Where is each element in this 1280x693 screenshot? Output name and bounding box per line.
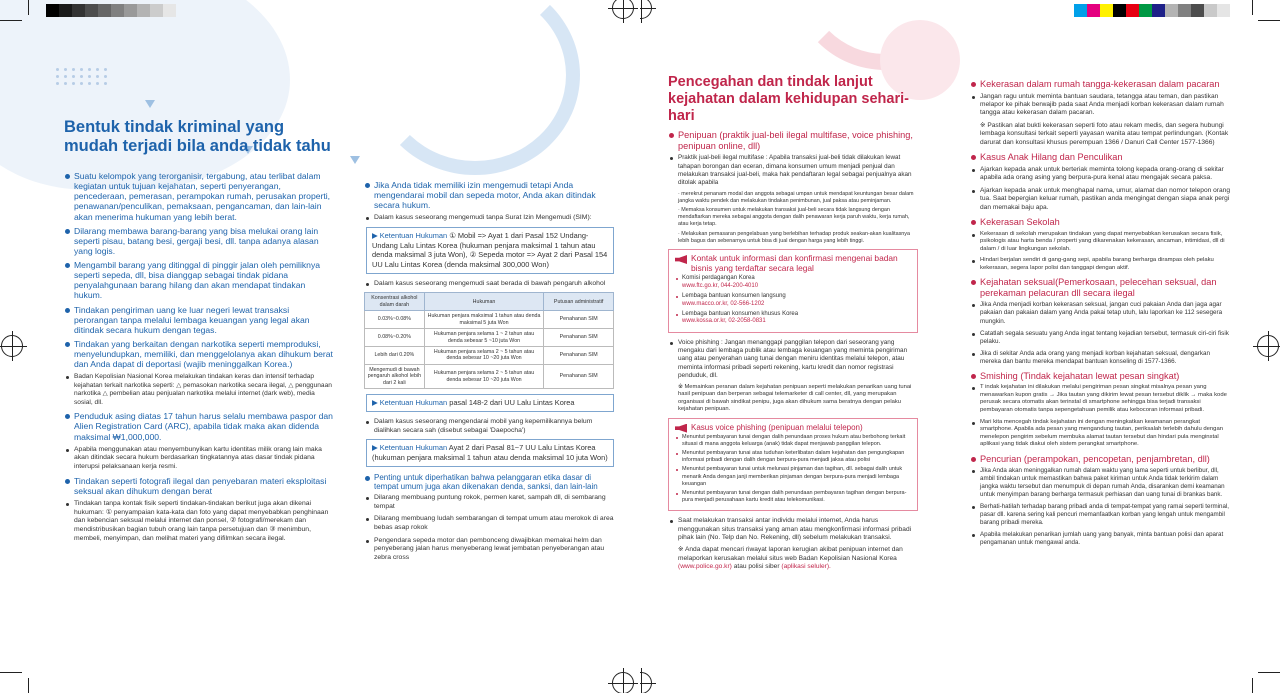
bg-arc	[370, 0, 580, 175]
list-note: Saat melakukan transaksi antar individu melalui internet, Anda harus menggunakan situs transaksi yang aman atau mengkonfirmasi informasi pribadi pihak lain (No. Telp dan No. Rekening, dll) sebelum melakukan transaksi.	[668, 517, 918, 542]
color-bar	[1074, 4, 1230, 17]
list-note: Ajarkan kepada anak untuk berteriak meminta tolong kepada orang-orang di sekitar apabila ada orang asing yang berpura-pura kenal atau mengajak secara paksa.	[970, 166, 1232, 183]
voice-phishing-box-title: Kasus voice phishing (penipuan melalui telepon)	[675, 423, 911, 432]
registration-mark	[1257, 335, 1279, 357]
list-item: Penduduk asing diatas 17 tahun harus selalu membawa paspor dan Alien Registration Card (ARC), apabila tidak maka akan didenda maksimal ₩1,000,000.	[64, 411, 334, 441]
penalty-box-heading: ▶ Ketentuan Hukuman	[372, 443, 448, 453]
section-heading: Kasus Anak Hilang dan Penculikan	[970, 152, 1232, 163]
list-note: Voice phishing : Jangan menanggapi panggilan telepon dari seseorang yang mengaku dari lembaga publik atau lembaga keuangan yang meminta pengiriman uang atau penyerahan uang tunai dengan meniru identitas melalui telepon, atau meminta informasi pribadi seperti rekening, kartu kredit dan nomor registrasi penduduk, dll.	[668, 339, 918, 380]
section-heading: Penting untuk diperhatikan bahwa pelanggaran etika dasar di tempat umum juga akan dikenakan denda, sanksi, dan lain-lain	[364, 473, 614, 491]
crime-types-column	[970, 74, 1232, 551]
list-note: Hindari berjalan sendiri di gang-gang sepi, apabila barang berharga dirampas oleh pelaku kekerasan, segera lapor polisi dan tanggapi dengan aktif.	[970, 257, 1232, 272]
contact-box-title: Kontak untuk informasi dan konfirmasi mengenai badan bisnis yang terdaftar secara legal	[675, 254, 911, 273]
police-link[interactable]: (www.police.go.kr)	[678, 563, 732, 571]
list-note: Praktik jual-beli ilegal multifase : Apabila transaksi jual-beli tidak dilakukan lewat tahapan borongan dan eceran, dimana konsumen umum menjadi penjual dan melakukan transaksi jual-beli, maka hak pendaftaran legal sebagai penjualnya akan ditolak apabila	[668, 154, 918, 186]
contact-item: Lembaga bantuan konsumen langsung www.macco.or.kr, 02-566-1202	[675, 293, 911, 309]
table-header: Putusan administratif	[544, 293, 614, 311]
penalty-box-text: Ayat 2 dari Pasal 81~7 UU Lalu Lintas Korea (hukuman penjara maksimal 1 tahun atau denda maksimal 10 juta Won)	[372, 443, 608, 462]
list-item: Jika Anda tidak memiliki izin mengemudi tetapi Anda mengendarai mobil dan sepeda motor, Anda akan ditindak secara hukum.	[364, 180, 614, 210]
table-header: Konsentrasi alkohol dalam darah	[365, 293, 425, 311]
list-note: Pengendara sepeda motor dan pembonceng diwajibkan memakai helm dan penyeberang jalan harus menyeberang lewat jembatan penyeberangan atau zebra cross	[364, 537, 614, 563]
contact-item: Lembaga bantuan konsumen khusus Korea www.kossa.or.kr, 02-2058-0831	[675, 311, 911, 327]
list-note: Jika di sekitar Anda ada orang yang menjadi korban kejahatan seksual, dengarkan mereka dan bantu mereka mendapat bantuan konseling di 1577-1366.	[970, 350, 1232, 366]
contact-link[interactable]: www.kossa.or.kr, 02-2058-0831	[682, 318, 766, 325]
color-swatch	[1191, 4, 1204, 17]
crop-mark	[0, 20, 22, 21]
table-row	[365, 364, 614, 388]
triangle-deco	[350, 156, 360, 164]
table-cell: Hukuman penjara selama 2 ~ 5 tahun atau denda sebesar 10 ~20 juta Won	[424, 347, 544, 365]
right-spread	[640, 0, 1280, 693]
crop-mark	[1258, 20, 1280, 21]
table-cell: Mengemudi di bawah pengaruh alkohol lebih dari 2 kali	[365, 364, 425, 388]
section-heading: Smishing (Tindak kejahatan lewat pesan singkat)	[970, 371, 1232, 382]
penalty-box-text: pasal 148-2 dari UU Lalu Lintas Korea	[449, 398, 575, 408]
color-swatch	[1100, 4, 1113, 17]
page-title: Pencegahan dan tindak lanjut kejahatan dalam kehidupan sehari-hari	[668, 74, 909, 125]
penalty-box	[366, 227, 614, 274]
crop-mark	[1252, 0, 1253, 15]
left-column	[64, 118, 334, 547]
note: ※ Anda dapat mencari riwayat laporan kerugian akibat penipuan internet dan melaporkan kerusakan melalui situs web Badan Kepolisian Nasional Korea (www.police.go.kr) atau polisi siber (aplikasi seluler).	[678, 546, 903, 571]
table-cell: Hukuman penjara maksimal 1 tahun atau denda maksimal 5 juta Won	[424, 311, 544, 329]
color-swatch	[1074, 4, 1087, 17]
list-note: Berhati-hatilah terhadap barang pribadi anda di tempat-tempat yang ramai seperti terminal, pasar dll. karena sering kali pencuri memanfaatkan korban yang lengah untuk mengambil barang pribadi mereka.	[970, 503, 1232, 527]
registration-mark	[640, 0, 652, 19]
crop-mark	[1258, 672, 1280, 673]
crop-mark	[1252, 678, 1253, 693]
list-note: Apabila melakukan penarikan jumlah uang yang banyak, minta bantuan polisi dan aparat pengamanan untuk mengawal anda.	[970, 531, 1232, 547]
section-heading: Pencurian (perampokan, pencopetan, penjambretan, dll)	[970, 454, 1232, 465]
section-heading: Kekerasan Sekolah	[970, 217, 1232, 228]
list-note: Jangan ragu untuk meminta bantuan saudara, tetangga atau teman, dan pastikan melapor ke pihak berwajib pada saat Anda menjadi korban kekerasan dalam rumah tangga atau kekerasan dalam pacaran.	[970, 93, 1232, 118]
table-cell: Hukuman penjara selama 1 ~ 2 tahun atau denda sebesar 5 ~10 juta Won	[424, 329, 544, 347]
table-cell: Penahanan SIM	[544, 364, 614, 388]
section-heading: Kekerasan dalam rumah tangga-kekerasan dalam pacaran	[970, 79, 1232, 90]
alcohol-table	[364, 292, 614, 389]
table-cell: Penahanan SIM	[544, 347, 614, 365]
mlm-points	[668, 191, 918, 245]
list-item: Menuntut pembayaran tunai dengan dalih penundaan proses hukum atau berbohong terkait situasi di mana anggota keluarga (anak) tidak dapat menjawab panggilan telepon.	[675, 434, 911, 448]
list-note: Kekerasan di sekolah merupakan tindakan yang dapat menyebabkan kerusakan secara fisik, psikologis atau harta benda / properti yang dikarenakan kekerasan, ancaman, intimidasi, dll di dalam / di luar lingkungan sekolah.	[970, 231, 1232, 254]
list-note: Dilarang membuang puntung rokok, permen karet, sampah dll, di sembarang tempat	[364, 494, 614, 511]
color-swatch	[1139, 4, 1152, 17]
list-note: T indak kejahatan ini dilakukan melalui pengiriman pesan singkat misalnya pesan yang menawarkan kupon gratis → Jika tautan yang dikirim lewat pesan tersebut diklik → maka kode perusak secara otomatis akan terinstal di smartphone sehingga bisa terjadi transaksi pembayaran otomatis tanpa sepengetahuan pemilik atau kebocoran informasi pribadi.	[970, 384, 1232, 414]
color-swatch	[1113, 4, 1126, 17]
list-note: Jika Anda akan meninggalkan rumah dalam waktu yang lama seperti untuk berlibur, dll, ambil tindakan untuk memastikan bahwa paket kiriman untuk Anda tidak terkirim dalam jangka waktu tersebut dan menumpuk di depan rumah Anda, disarankan demi keamanan untuk menyimpan barang berharga termasuk perhiasan dan uang tunai di brankas bank.	[970, 467, 1232, 499]
list-item: · Memaksa konsumen untuk melakukan transaksi jual-beli secara tidak langsung dengan mendaftarkan mereka sebagai anggota dengan dalih penawaran kerja paruh waktu, kerja rumah, atau kerja tetap.	[678, 207, 910, 228]
page-title: Bentuk tindak kriminal yang mudah terjadi bila anda tidak tahu	[64, 118, 331, 156]
penalty-box-heading: ▶ Ketentuan Hukuman	[372, 398, 448, 408]
note: ※ Memainkan peranan dalam kejahatan penipuan seperti melakukan penarikan uang tunai hasil penipuan dan berperan sebagai telemarketer di call center, dll, yang merupakan organisasi di bawah sindikat penipu, juga akan dihukum sama beratnya dengan pelaku kejahatan penipuan.	[678, 384, 912, 413]
color-swatch	[1165, 4, 1178, 17]
color-swatch	[1204, 4, 1217, 17]
contact-link[interactable]: www.ftc.go.kr, 044-200-4010	[682, 283, 759, 290]
list-note: Apabila menggunakan atau menyembunyikan kartu identitas milik orang lain maka akan ditindak secara hukum berdasarkan tingkatannya atas dasar tindak pidana interupsi pelaksanaan kerja resmi.	[64, 446, 334, 472]
contact-link[interactable]: www.macco.or.kr, 02-566-1202	[682, 300, 765, 307]
section-heading: Penipuan (praktik jual-beli ilegal multifase, voice phishing, penipuan online, dll)	[668, 130, 918, 151]
crop-mark	[0, 672, 22, 673]
list-note: Dalam kasus seseorang mengemudi saat berada di bawah pengaruh alkohol	[364, 280, 614, 289]
list-item: Suatu kelompok yang terorganisir, tergabung, atau terlibat dalam kegiatan untuk tujuan kejahatan, seperti penyerangan, pencederaan, pemerasan, perampokan rumah, perusakan properti, penawanan/penculikan, pemaksaan, pengancaman, dan lain-lain akan menerima hukuman yang lebih berat.	[64, 171, 334, 222]
triangle-deco	[145, 100, 155, 108]
crop-mark	[28, 0, 29, 15]
list-item: Menuntut pembayaran tunai atas tuduhan keterlibatan dalam kejahatan dan pengungkapan informasi pribadi dengan dalih dengan berpura-pura menjadi jaksa atau polisi	[675, 450, 911, 464]
contact-item: Komisi perdagangan Korea www.ftc.go.kr, 044-200-4010	[675, 275, 911, 291]
table-cell: 0.03%~0.08%	[365, 311, 425, 329]
megaphone-icon	[675, 424, 687, 433]
color-swatch	[1178, 4, 1191, 17]
list-item: Mengambil barang yang ditinggal di pinggir jalan oleh pemiliknya seperti sepeda, dll, bisa dianggap sebagai tindak pidana penyalahgunaan barang hilang dan akan mendapat tindakan hukum.	[64, 260, 334, 301]
list-note: Badan Kepolisian Nasional Korea melakukan tindakan keras dan intensif terhadap kejahatan terkait narkotika seperti: △ pemasokan narkotika secara ilegal, △ penggunaan narkotika △ pembelian atau penjualan narkotika melalui internet (dark web), media sosial, dll.	[64, 373, 334, 407]
table-cell: Lebih dari 0.20%	[365, 347, 425, 365]
list-note: Dilarang membuang ludah sembarangan di tempat umum atau merokok di area bebas asap rokok	[364, 515, 614, 532]
list-note: Catatlah segala sesuatu yang Anda ingat tentang kejadian tersebut, termasuk ciri-ciri fisik pelaku.	[970, 330, 1232, 346]
penalty-box-heading: ▶ Ketentuan Hukuman	[372, 231, 448, 241]
table-row	[365, 347, 614, 365]
color-swatch	[1087, 4, 1100, 17]
color-swatch	[1126, 4, 1139, 17]
list-note: Tindakan tanpa kontak fisik seperti tindakan-tindakan berikut juga akan dikenai hukuman: ① penyampaian kata-kata dan foto yang dapat menyebabkan penghinaan dan kebencian seksual melalui internet dan ponsel, ② fotografi/merekam dan mendistribusikan bagian tubuh orang lain tanpa persetujuan dan ③ menimbun, membeli, menyimpan, dan melihat materi yang difilmkan secara ilegal.	[64, 500, 334, 543]
table-row	[365, 311, 614, 329]
penalty-box-text: ① Mobil => Ayat 1 dari Pasal 152 Undang-Undang Lalu Lintas Korea (hukuman penjara maksimal 1 tahun atau denda maksimal 3 juta Won), ② Sepeda motor => Ayat 2 dari Pasal 154 UU Lalu Lintas Korea (denda maksimal 300,000 Won)	[372, 231, 608, 269]
color-swatch	[1217, 4, 1230, 17]
list-note: Mari kita mencegah tindak kejahatan ini dengan meningkatkan keamanan perangkat smartphone. Apabila ada pesan yang mengandung tautan, periksalah terlebih dahulu dengan menelepon pengirim sebelum membuka alamat tautan tersebut dan hindari pula menginstal aplikasi yang tidak diakui oleh sistem perangkat smartphone.	[970, 419, 1232, 449]
list-item: Menuntut pembayaran tunai untuk melunasi pinjaman dan tagihan, dll. sebagai dalih untuk menarik Anda dengan janji memberikan pinjaman dengan berpura-pura menjadi lembaga keuangan	[675, 466, 911, 487]
list-note: Jika Anda menjadi korban kekerasan seksual, jangan cuci pakaian Anda dan jaga agar pakaian dan pakaian dalam yang Anda pakai tetap utuh, lalu laporkan ke 112 sesegera mungkin.	[970, 301, 1232, 325]
list-note: Dalam kasus seseorang mengendarai mobil yang kepemilikannya belum dialihkan secara sah (disebut sebagai 'Daepocha')	[364, 418, 614, 435]
note: ※ Pastikan alat bukti kekerasan seperti foto atau rekam medis, dan segera hubungi lembaga konsultasi terkait seperti yayasan wanita atau tempat perlindungan. (Kontak darurat dan konsultasi khusus perempuan 1366 / Danuri Call Center 1577-1366)	[980, 121, 1229, 146]
list-item: Tindakan seperti fotografi ilegal dan penyebaran materi eksploitasi seksual akan dihukum dengan berat	[64, 476, 334, 496]
cyber-police-app: (aplikasi seluler).	[781, 563, 831, 571]
section-heading: Kejahatan seksual(Pemerkosaan, pelecehan seksual, dan perekaman pelacuran dll secara ilegal	[970, 277, 1232, 298]
list-item: · Melakukan pemasaran pengelabuan yang berlebihan terhadap produk seakan-akan kualitasnya lebih bagus dan sebenarnya untuk bisa di jual dengan harga yang lebih tinggi.	[678, 231, 910, 245]
table-row	[365, 329, 614, 347]
dot-grid	[56, 68, 107, 85]
contact-box	[668, 249, 918, 333]
list-item: Menuntut pembayaran tunai dengan dalih penundaan pembayaran tagihan dengan berpura-pura menjadi perusahaan kartu kredit atau telekomunikasi.	[675, 490, 911, 504]
voice-phishing-box	[668, 418, 918, 511]
registration-mark	[612, 672, 634, 693]
crop-mark	[28, 678, 29, 693]
table-cell: Penahanan SIM	[544, 329, 614, 347]
table-cell: Hukuman penjara selama 2 ~ 5 tahun atau denda sebesar 10 ~20 juta Won	[424, 364, 544, 388]
prevention-column	[668, 74, 918, 576]
list-note: Dalam kasus seseorang mengemudi tanpa Surat Izin Mengemudi (SIM):	[364, 214, 614, 223]
registration-mark	[1, 335, 23, 357]
list-item: Tindakan pengiriman uang ke luar negeri lewat transaksi perorangan tanpa melalui lembaga keuangan yang legal akan ditindak secara hukum dengan tegas.	[64, 305, 334, 335]
crime-list	[64, 171, 334, 543]
table-header: Hukuman	[424, 293, 544, 311]
registration-mark	[612, 0, 634, 19]
color-bar	[46, 4, 176, 17]
registration-mark	[640, 672, 652, 693]
list-item: Dilarang membawa barang-barang yang bisa melukai orang lain seperti pisau, batang besi, gergaji besi, dll. tanpa adanya alasan yang logis.	[64, 226, 334, 256]
list-note: Ajarkan kepada anak untuk menghapal nama, umur, alamat dan nomor telepon orang tua. Saat bepergian keluar rumah, pastikan anda mengingat dengan siapa anak pergi dan memakai baju apa.	[970, 187, 1232, 212]
penalty-box	[366, 439, 614, 466]
megaphone-icon	[675, 255, 687, 264]
color-swatch	[1152, 4, 1165, 17]
penalty-box	[366, 394, 614, 412]
table-cell: 0.08%~0.20%	[365, 329, 425, 347]
table-cell: Penahanan SIM	[544, 311, 614, 329]
list-item: Tindakan yang berkaitan dengan narkotika seperti memproduksi, menyelundupkan, memiliki, dan menggelolanya akan dihukum berat dan Anda dapat di deportasi (wajib meninggalkan Korea.)	[64, 339, 334, 369]
middle-column	[364, 180, 614, 567]
list-item: · merekrut penanam modal dan anggota sebagai umpan untuk mendapat keuntungan besar dalam jangka waktu pendek dan melakukan tindakan penimbunan, jual paksa atau peminjaman.	[678, 190, 914, 204]
